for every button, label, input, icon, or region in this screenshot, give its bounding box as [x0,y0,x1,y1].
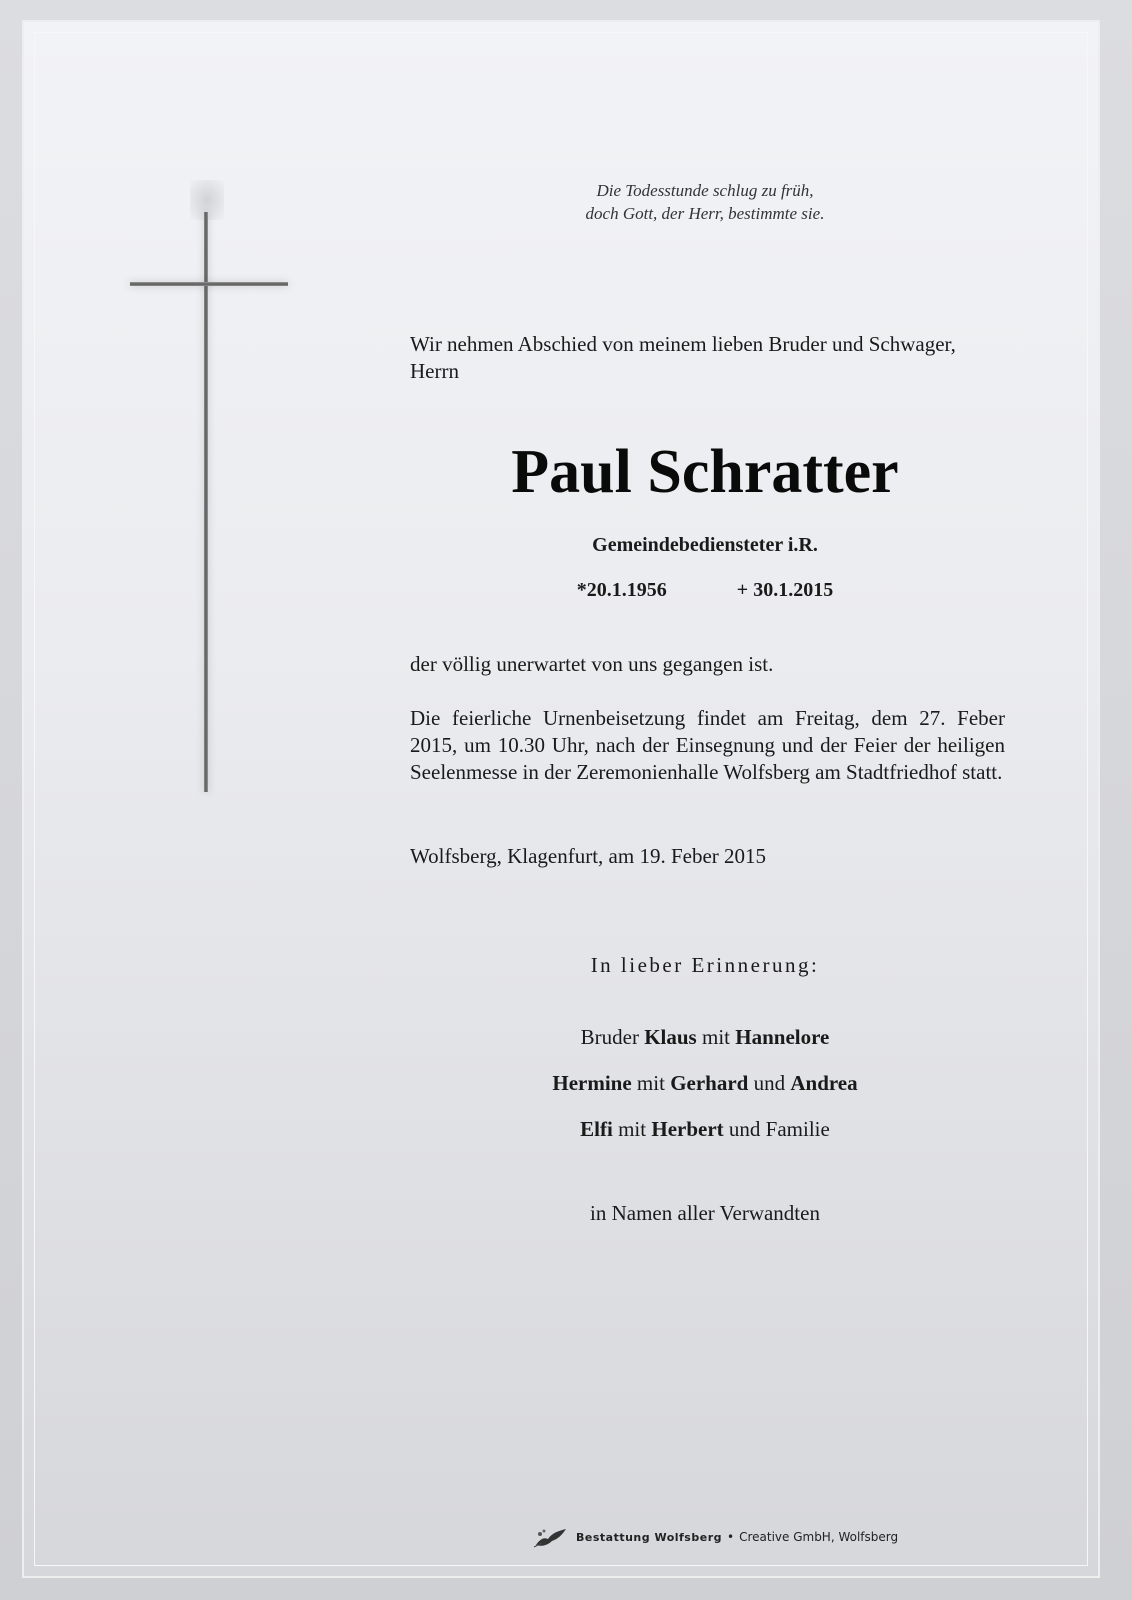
mourner-line-2 [405,1070,1005,1097]
footer [532,1525,898,1549]
ceremony-text: Die feierliche Urnenbeisetzung findet am Freitag, dem 27. Feber 2015, um 10.30 Uhr, nach der Einsegnung und der Feier der heiligen Seelenmesse in der Zeremonienhalle Wolfsberg am Stadtfriedhof statt. [410,706,1005,784]
mourner-name: Gerhard [670,1071,749,1095]
footer-brand: Bestattung Wolfsberg [576,1530,722,1544]
passing-text: der völlig unerwartet von uns gegangen ist. [410,652,774,676]
motto-line-1: Die Todesstunde schlug zu früh, [596,181,814,200]
mourner-name: Klaus [644,1025,697,1049]
mourner-text: Bruder [580,1025,645,1049]
card-inner-border [34,32,1088,1566]
obituary-card [22,20,1100,1578]
mourner-text: mit [631,1071,671,1095]
mourner-name: Herbert [651,1117,724,1141]
intro-text: Wir nehmen Abschied von meinem lieben Bruder und Schwager, Herrn [410,332,956,383]
motto [505,179,905,225]
mourner-text: mit [696,1025,736,1049]
mourner-text: und Familie [723,1117,830,1141]
mourner-line-1 [405,1024,1005,1051]
footer-separator: • [727,1530,735,1544]
deceased-name: Paul Schratter [511,438,899,506]
mourner-name: Hermine [552,1071,632,1095]
mourner-text: mit [612,1117,652,1141]
mourner-text: und [748,1071,791,1095]
life-dates: *20.1.1956 + 30.1.2015 [576,579,834,601]
place-date: Wolfsberg, Klagenfurt, am 19. Feber 2015 [410,844,767,868]
deceased-profession: Gemeindebediensteter i.R. [592,534,818,556]
footer-company: Creative GmbH, Wolfsberg [739,1530,899,1544]
cross-icon-bar [130,282,288,286]
cross-icon [204,212,208,792]
mourner-name: Andrea [790,1071,858,1095]
memory-heading: In lieber Erinnerung: [590,953,820,977]
motto-line-2: doch Gott, der Herr, bestimmte sie. [585,204,825,223]
mourner-name: Hannelore [735,1025,830,1049]
bird-logo-icon [532,1525,570,1549]
mourner-line-3 [405,1116,1005,1143]
mourner-closing: in Namen aller Verwandten [590,1201,820,1225]
mourner-name: Elfi [580,1117,613,1141]
